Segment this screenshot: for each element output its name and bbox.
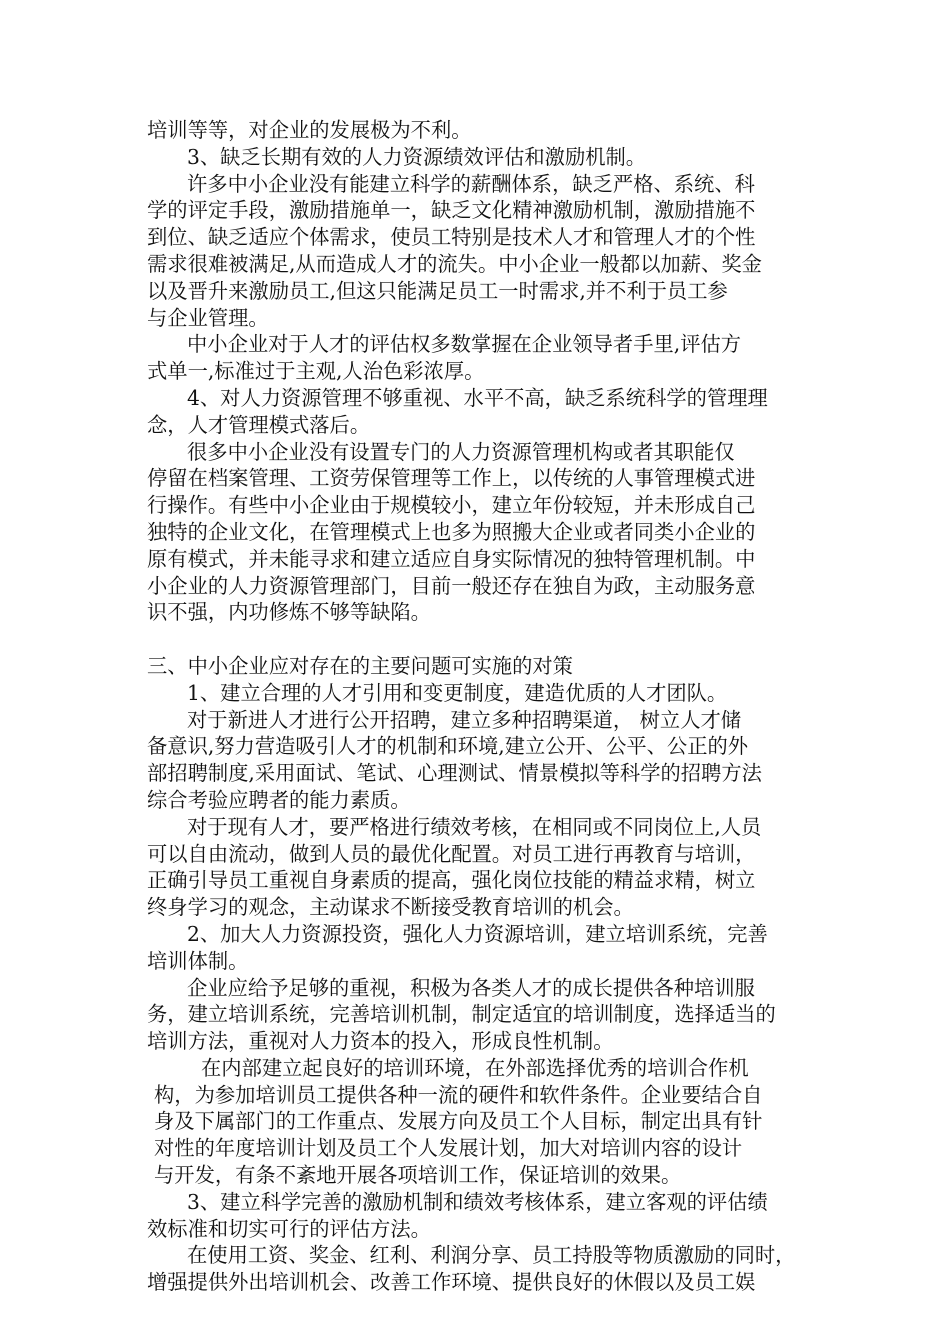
- text-line: 身及下属部门的工作重点、发展方向及员工个人目标，制定出具有针: [154, 1109, 763, 1134]
- text-line: 停留在档案管理、工资劳保管理等工作上，以传统的人事管理模式进: [147, 466, 756, 491]
- paragraph-first-line: 在使用工资、奖金、红利、利润分享、员工持股等物质激励的同时，: [187, 1243, 796, 1268]
- text-line: 效标准和切实可行的评估方法。: [147, 1216, 431, 1241]
- text-line: 原有模式，并未能寻求和建立适应自身实际情况的独特管理机制。中: [147, 546, 756, 571]
- text-line: 与开发，有条不紊地开展各项培训工作，保证培训的效果。: [154, 1163, 682, 1188]
- section-heading: 三、中小企业应对存在的主要问题可实施的对策: [147, 653, 573, 678]
- text-line: 备意识,努力营造吸引人才的机制和环境,建立公开、公平、公正的外: [147, 734, 749, 759]
- text-line: 行操作。有些中小企业由于规模较小，建立年份较短，并未形成自己: [147, 493, 756, 518]
- text-line: 以及晋升来激励员工,但这只能满足员工一时需求,并不利于员工参: [147, 278, 728, 303]
- paragraph-first-line: 对于新进人才进行公开招聘，建立多种招聘渠道， 树立人才储: [187, 707, 742, 732]
- text-line: 到位、缺乏适应个体需求，使员工特别是技术人才和管理人才的个性: [147, 225, 756, 250]
- text-line: 部招聘制度,采用面试、笔试、心理测试、情景模拟等科学的招聘方法: [147, 761, 762, 786]
- list-item-heading: 3、建立科学完善的激励机制和绩效考核体系，建立客观的评估绩: [187, 1189, 768, 1214]
- text-line: 可以自由流动，做到人员的最优化配置。对员工进行再教育与培训，: [147, 841, 756, 866]
- text-line: 正确引导员工重视自身素质的提高，强化岗位技能的精益求精，树立: [147, 868, 756, 893]
- text-line: 对性的年度培训计划及员工个人发展计划，加大对培训内容的设计: [154, 1136, 743, 1161]
- text-line: 学的评定手段，激励措施单一，缺乏文化精神激励机制，激励措施不: [147, 198, 756, 223]
- text-line: 终身学习的观念，主动谋求不断接受教育培训的机会。: [147, 895, 634, 920]
- paragraph-first-line: 在内部建立起良好的培训环境，在外部选择优秀的培训合作机: [201, 1055, 749, 1080]
- text-line: 念，人才管理模式落后。: [147, 412, 371, 437]
- paragraph-first-line: 企业应给予足够的重视，积极为各类人才的成长提供各种培训服: [187, 975, 755, 1000]
- text-line: 构，为参加培训员工提供各种一流的硬件和软件条件。企业要结合自: [154, 1082, 763, 1107]
- text-line: 培训体制。: [147, 948, 249, 973]
- text-line: 增强提供外出培训机会、改善工作环境、提供良好的休假以及员工娱: [147, 1270, 756, 1295]
- paragraph-first-line: 很多中小企业没有设置专门的人力资源管理机构或者其职能仅: [187, 439, 735, 464]
- document-body: [147, 117, 812, 1296]
- text-line: 综合考验应聘者的能力素质。: [147, 787, 411, 812]
- paragraph-first-line: 对于现有人才，要严格进行绩效考核，在相同或不同岗位上,人员: [187, 814, 762, 839]
- text-line: 式单一,标准过于主观,人治色彩浓厚。: [147, 359, 485, 384]
- list-item-heading: 4、对人力资源管理不够重视、水平不高，缺乏系统科学的管理理: [187, 385, 768, 410]
- text-line: 需求很难被满足,从而造成人才的流失。中小企业一般都以加薪、奖金: [147, 251, 762, 276]
- text-line: 与企业管理。: [147, 305, 269, 330]
- text-line: 培训方法，重视对人力资本的投入，形成良性机制。: [147, 1029, 614, 1054]
- list-item-heading: 2、加大人力资源投资，强化人力资源培训，建立培训系统，完善: [187, 921, 768, 946]
- text-line: 务，建立培训系统，完善培训机制，制定适宜的培训制度，选择适当的: [147, 1002, 776, 1027]
- text-line: 小企业的人力资源管理部门，目前一般还存在独自为政，主动服务意: [147, 573, 756, 598]
- list-item-heading: 1、建立合理的人才引用和变更制度，建造优质的人才团队。: [187, 680, 728, 705]
- list-item-heading: 3、缺乏长期有效的人力资源绩效评估和激励机制。: [187, 144, 647, 169]
- blank-line: [147, 626, 812, 653]
- text-line: 独特的企业文化，在管理模式上也多为照搬大企业或者同类小企业的: [147, 519, 756, 544]
- text-line: 培训等等，对企业的发展极为不利。: [147, 118, 472, 142]
- paragraph-first-line: 中小企业对于人才的评估权多数掌握在企业领导者手里,评估方: [187, 332, 742, 357]
- text-line: 识不强，内功修炼不够等缺陷。: [147, 600, 431, 625]
- paragraph-first-line: 许多中小企业没有能建立科学的薪酬体系，缺乏严格、系统、科: [187, 171, 755, 196]
